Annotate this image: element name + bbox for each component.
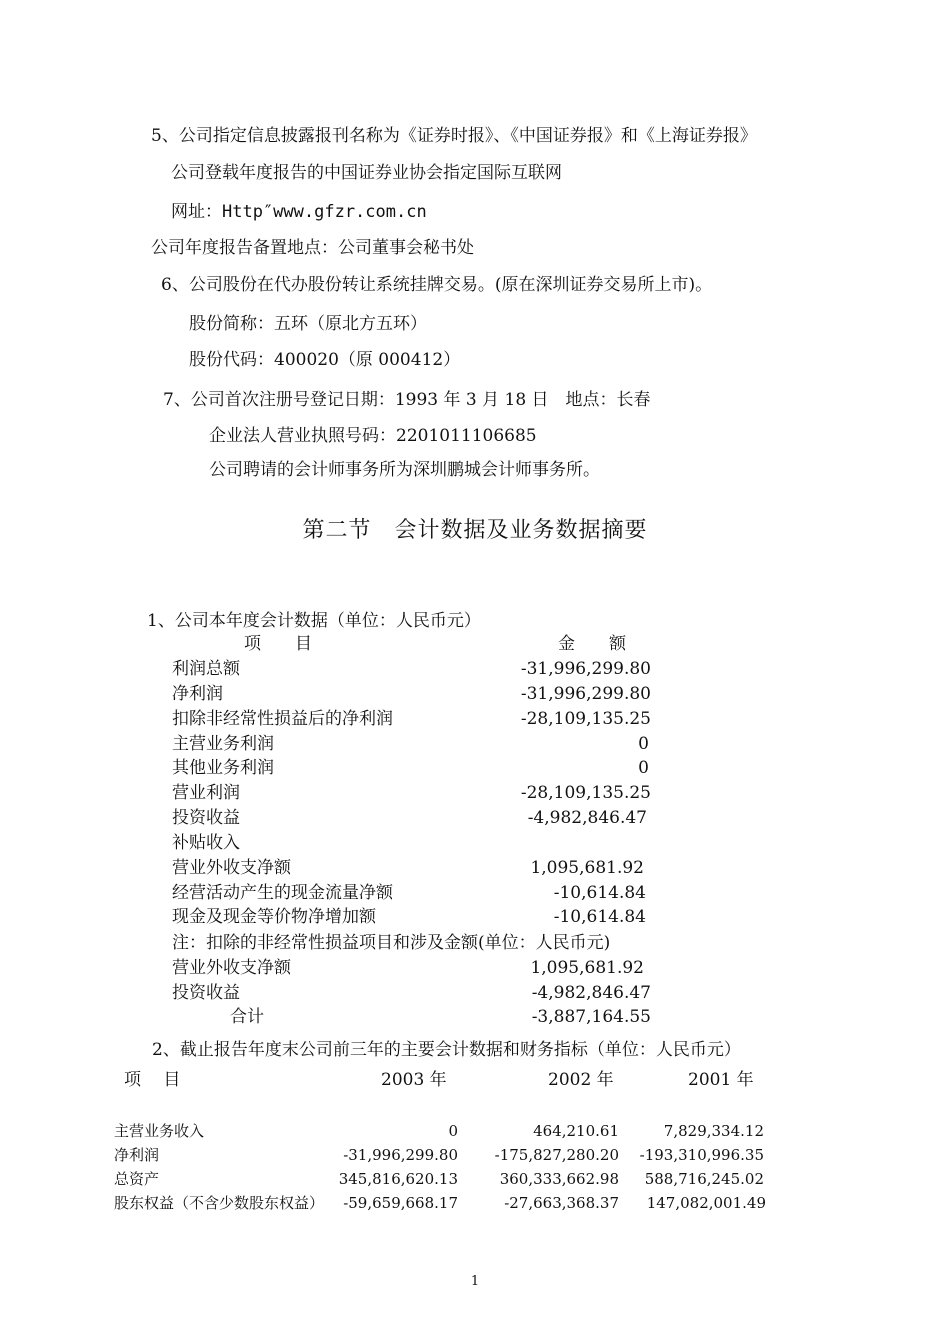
table1-header-amount: 金 额: [558, 634, 626, 654]
table1-row-value: 0: [638, 758, 649, 778]
business-license: 企业法人营业执照号码：2201011106685: [209, 426, 537, 446]
table2-header-item: 项 目: [124, 1070, 181, 1090]
table1-row-label: 利润总额: [172, 659, 240, 679]
table1-row-label: 主营业务利润: [172, 734, 274, 754]
table1-header-item: 项 目: [244, 634, 312, 654]
table2-cell-2002: -27,663,368.37: [504, 1194, 619, 1212]
table1-row-label: 营业外收支净额: [172, 858, 291, 878]
table1-note-value: -4,982,846.47: [531, 983, 651, 1003]
table1-row-value: -31,996,299.80: [520, 659, 651, 679]
website-line: [171, 201, 427, 223]
website-label: 网址：: [171, 202, 222, 222]
table2-cell-2003: -59,659,668.17: [343, 1194, 458, 1212]
table1-row-label: 经营活动产生的现金流量净额: [172, 883, 393, 903]
stock-code: 股份代码：400020（原 000412）: [189, 350, 461, 370]
table2-cell-2002: 464,210.61: [533, 1122, 619, 1140]
table1-note-label: 投资收益: [172, 983, 240, 1003]
table2-cell-2003: -31,996,299.80: [343, 1146, 458, 1164]
table1-note-value: 1,095,681.92: [530, 958, 644, 978]
table2-header-2002: 2002 年: [548, 1070, 614, 1090]
table2-title: 2、截止报告年度末公司前三年的主要会计数据和财务指标（单位：人民币元）: [152, 1040, 741, 1060]
table1-row-value: 0: [638, 734, 649, 754]
table2-cell-2001: 147,082,001.49: [646, 1194, 766, 1212]
table2-header-2001: 2001 年: [688, 1070, 754, 1090]
page-number: 1: [470, 1274, 480, 1289]
table1-note-label: 营业外收支净额: [172, 958, 291, 978]
auditor-text: 公司聘请的会计师事务所为深圳鹏城会计师事务所。: [209, 460, 600, 480]
table1-row-value: -28,109,135.25: [520, 709, 651, 729]
table2-row-label: 总资产: [114, 1170, 160, 1188]
website-intro: 公司登载年度报告的中国证券业协会指定国际互联网: [171, 163, 562, 183]
table1-row-value: -31,996,299.80: [520, 684, 651, 704]
table2-header-2003: 2003 年: [381, 1070, 447, 1090]
website-url: Http″www.gfzr.com.cn: [222, 202, 427, 222]
table2-row-label: 主营业务收入: [114, 1122, 205, 1140]
item-7-text: 7、公司首次注册号登记日期：1993 年 3 月 18 日 地点：长春: [163, 390, 651, 410]
stock-abbreviation: 股份简称：五环（原北方五环）: [189, 314, 427, 334]
storage-location: 公司年度报告备置地点：公司董事会秘书处: [151, 238, 474, 258]
table2-cell-2001: -193,310,996.35: [639, 1146, 764, 1164]
table1-row-value: -4,982,846.47: [527, 808, 647, 828]
table2-cell-2002: -175,827,280.20: [494, 1146, 619, 1164]
table1-row-value: 1,095,681.92: [530, 858, 644, 878]
item-6-text: 6、公司股份在代办股份转让系统挂牌交易。(原在深圳证券交易所上市)。: [161, 275, 713, 295]
table1-total-label: 合计: [230, 1007, 264, 1027]
table2-cell-2003: 345,816,620.13: [338, 1170, 458, 1188]
table2-cell-2003: 0: [448, 1122, 458, 1140]
table1-row-label: 净利润: [172, 684, 223, 704]
table1-row-label: 投资收益: [172, 808, 240, 828]
table1-row-label: 补贴收入: [172, 833, 240, 853]
table2-cell-2001: 7,829,334.12: [663, 1122, 764, 1140]
table2-cell-2001: 588,716,245.02: [644, 1170, 764, 1188]
table1-row-label: 扣除非经常性损益后的净利润: [172, 709, 393, 729]
table1-note: 注：扣除的非经常性损益项目和涉及金额(单位：人民币元): [172, 933, 611, 953]
table1-title: 1、公司本年度会计数据（单位：人民币元）: [147, 611, 481, 631]
table2-cell-2002: 360,333,662.98: [499, 1170, 619, 1188]
table2-row-label: 净利润: [114, 1146, 160, 1164]
item-5-text: 5、公司指定信息披露报刊名称为《证券时报》、《中国证券报》和《上海证券报》: [151, 126, 757, 146]
table1-row-label: 营业利润: [172, 783, 240, 803]
table2-row-label: 股东权益（不含少数股东权益）: [114, 1194, 325, 1212]
table1-row-value: -28,109,135.25: [520, 783, 651, 803]
section-title: 第二节 会计数据及业务数据摘要: [302, 518, 648, 543]
table1-row-label: 现金及现金等价物净增加额: [172, 907, 376, 927]
table1-row-label: 其他业务利润: [172, 758, 274, 778]
table1-row-value: -10,614.84: [553, 907, 646, 927]
table1-row-value: -10,614.84: [553, 883, 646, 903]
table1-total-value: -3,887,164.55: [531, 1007, 651, 1027]
